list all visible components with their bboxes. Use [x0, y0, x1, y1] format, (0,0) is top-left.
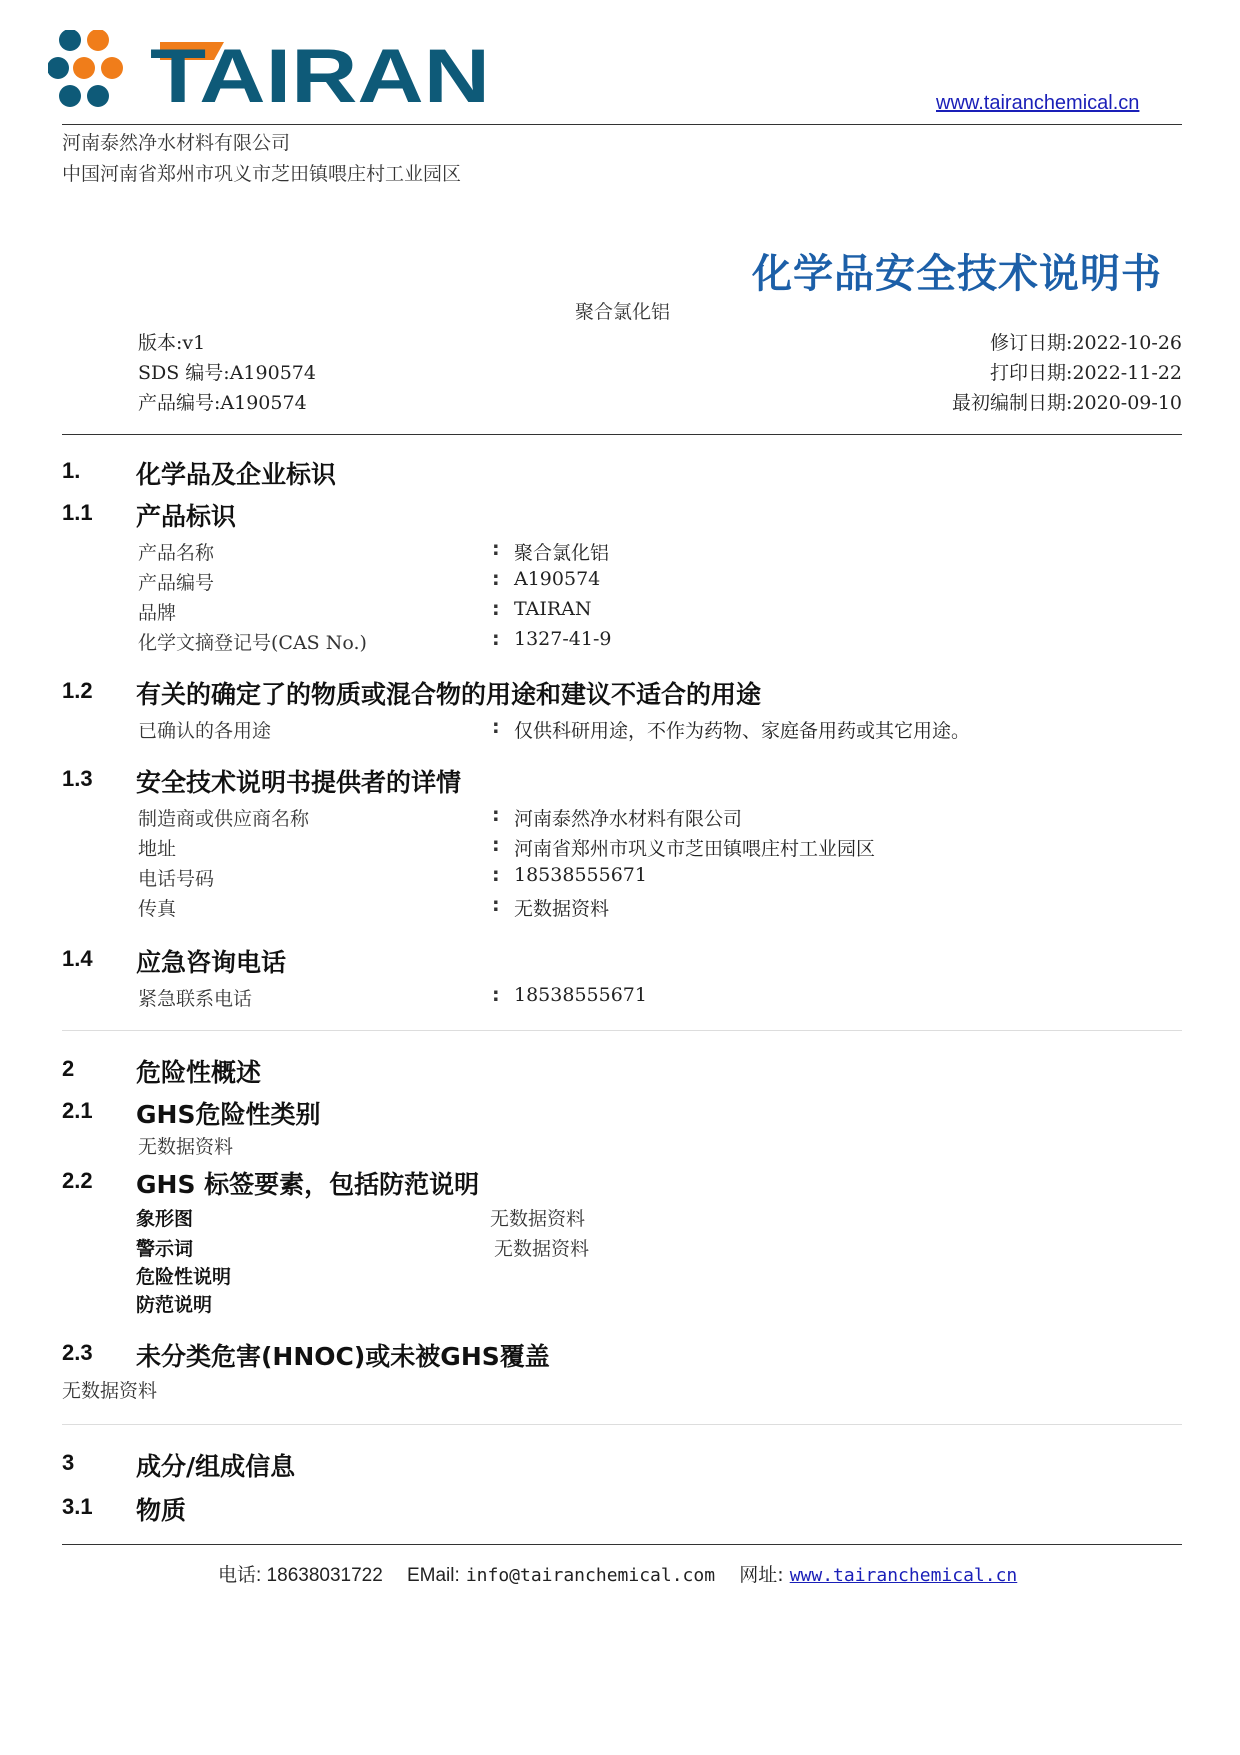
field-value: 仅供科研用途，不作为药物、家庭备用药或其它用途。: [514, 720, 971, 742]
section-title: 危险性概述: [136, 1058, 262, 1087]
field-value: TAIRAN: [514, 598, 592, 620]
field-colon: :: [492, 894, 500, 916]
section-number: 1.2: [62, 678, 93, 703]
section-title: GHS 标签要素，包括防范说明: [136, 1170, 480, 1199]
field-colon: :: [492, 716, 500, 738]
footer-web-label: 网址:: [739, 1564, 784, 1586]
field-value: A190574: [514, 568, 601, 590]
field-label: 地址: [138, 838, 177, 860]
section-number: 2.2: [62, 1168, 93, 1193]
document-title: 化学品安全技术说明书: [752, 251, 1162, 297]
pictogram-value: 无数据资料: [490, 1208, 586, 1230]
section-number: 2.3: [62, 1340, 93, 1365]
field-colon: :: [492, 538, 500, 560]
title-rule: [62, 434, 1182, 435]
section-text: 无数据资料: [138, 1136, 234, 1158]
section-text: 无数据资料: [62, 1380, 158, 1402]
company-name: 河南泰然净水材料有限公司: [62, 132, 291, 154]
footer-email[interactable]: info@tairanchemical.com: [465, 1565, 716, 1586]
field-colon: :: [492, 598, 500, 620]
section-title: 有关的确定了的物质或混合物的用途和建议不适合的用途: [136, 680, 762, 709]
section-title: 化学品及企业标识: [136, 460, 337, 489]
field-value: 河南省郑州市巩义市芝田镇喂庄村工业园区: [514, 838, 876, 860]
section-divider: [62, 1030, 1182, 1031]
field-colon: :: [492, 834, 500, 856]
footer-website-link[interactable]: www.tairanchemical.cn: [789, 1565, 1018, 1586]
field-value: 聚合氯化铝: [514, 542, 610, 564]
field-colon: :: [492, 864, 500, 886]
section-number: 1.1: [62, 500, 93, 525]
field-label: 化学文摘登记号(CAS No.): [138, 632, 367, 654]
section-title: 安全技术说明书提供者的详情: [136, 768, 462, 797]
website-link-top[interactable]: www.tairanchemical.cn: [936, 92, 1140, 114]
section-number: 2: [62, 1056, 75, 1081]
section-number: 2.1: [62, 1098, 93, 1123]
product-number: 产品编号:A190574: [138, 392, 307, 414]
signal-word-label: 警示词: [136, 1238, 194, 1260]
field-value: 18538555671: [514, 984, 647, 1006]
revision-date: 修订日期:2022-10-26: [990, 332, 1182, 354]
precaution-statement-label: 防范说明: [136, 1294, 213, 1316]
field-label: 制造商或供应商名称: [138, 808, 310, 830]
field-label: 产品名称: [138, 542, 215, 564]
field-value: 河南泰然净水材料有限公司: [514, 808, 743, 830]
field-value: 无数据资料: [514, 898, 610, 920]
footer-rule: [62, 1544, 1182, 1545]
section-number: 3: [62, 1450, 75, 1475]
signal-word-value: 无数据资料: [494, 1238, 590, 1260]
tairan-logo: [48, 30, 498, 110]
section-number: 1.3: [62, 766, 93, 791]
field-label: 传真: [138, 898, 177, 920]
section-title: 未分类危害(HNOC)或未被GHS覆盖: [136, 1342, 550, 1371]
field-colon: :: [492, 628, 500, 650]
field-value: 1327-41-9: [514, 628, 612, 650]
print-date: 打印日期:2022-11-22: [990, 362, 1182, 384]
section-number: 3.1: [62, 1494, 93, 1519]
version: 版本:v1: [138, 332, 206, 354]
field-colon: :: [492, 804, 500, 826]
field-label: 产品编号: [138, 572, 215, 594]
field-label: 紧急联系电话: [138, 988, 253, 1010]
sds-number: SDS 编号:A190574: [138, 362, 316, 384]
section-title: 物质: [136, 1496, 187, 1525]
section-divider: [62, 1424, 1182, 1425]
field-label: 电话号码: [138, 868, 215, 890]
footer: [218, 1560, 1017, 1587]
section-number: 1.: [62, 458, 81, 483]
footer-email-label: EMail:: [406, 1565, 460, 1586]
field-value: 18538555671: [514, 864, 647, 886]
product-subtitle: 聚合氯化铝: [575, 301, 671, 323]
pictogram-label: 象形图: [136, 1208, 194, 1230]
field-label: 品牌: [138, 602, 177, 624]
logo-wordmark: TAIRAN: [150, 34, 490, 110]
logo-mark: [48, 30, 498, 110]
section-title: 成分/组成信息: [136, 1452, 296, 1481]
first-edition-date: 最初编制日期:2020-09-10: [952, 392, 1182, 414]
footer-phone: 电话: 18638031722: [218, 1565, 383, 1586]
section-number: 1.4: [62, 946, 93, 971]
field-colon: :: [492, 568, 500, 590]
section-title: 应急咨询电话: [136, 948, 287, 977]
hazard-statement-label: 危险性说明: [136, 1266, 232, 1288]
company-address: 中国河南省郑州市巩义市芝田镇喂庄村工业园区: [62, 163, 462, 185]
header-rule: [62, 124, 1182, 125]
field-colon: :: [492, 984, 500, 1006]
section-title: GHS危险性类别: [136, 1100, 321, 1129]
section-title: 产品标识: [136, 502, 237, 531]
field-label: 已确认的各用途: [138, 720, 272, 742]
